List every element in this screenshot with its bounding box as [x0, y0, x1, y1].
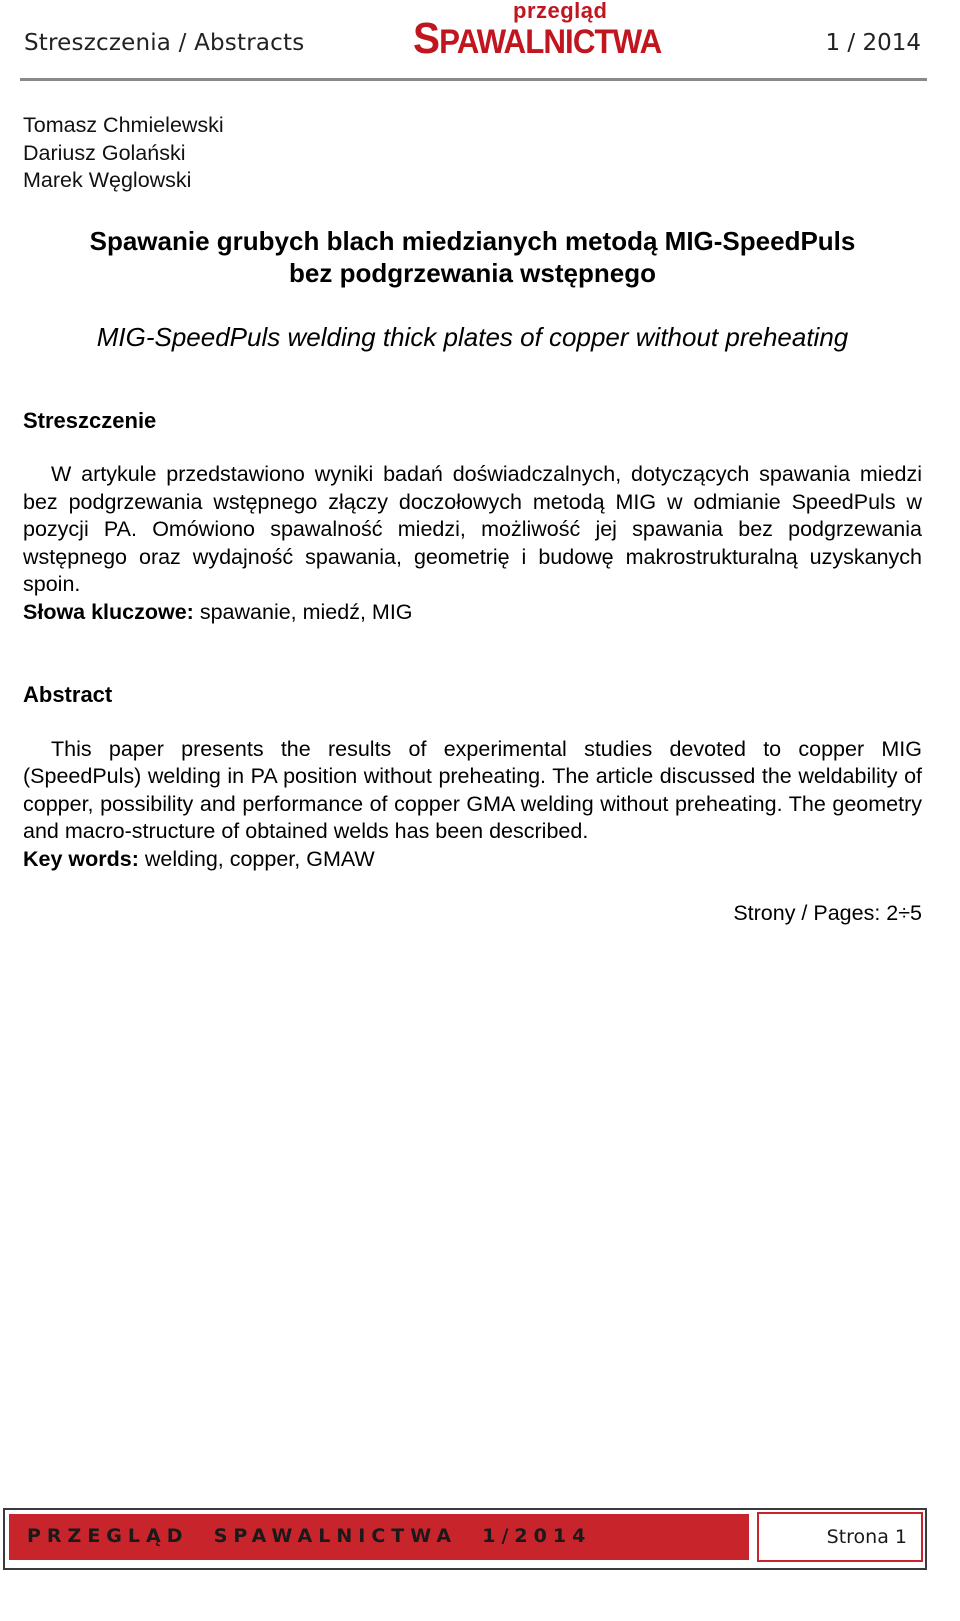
title-polish-line1: Spawanie grubych blach miedzianych metodą MIG-SpeedPuls — [89, 225, 856, 256]
logo-main-text — [413, 14, 661, 64]
abstract-keywords — [23, 846, 922, 874]
abstract-heading: Abstract — [23, 682, 113, 707]
logo-initial: S — [413, 14, 440, 63]
author: Dariusz Golański — [23, 140, 186, 165]
streszczenie-body: W artykule przedstawiono wyniki badań doświadczalnych, dotyczących spawania miedzi bez podgrzewania wstępnego złączy doczołowych metodą MIG w odmianie SpeedPuls w pozycji PA. Omówiono spawalność miedzi, możliwość jej spawania bez podgrzewania wstępnego oraz wydajność spawania, geometrię i budowę makrostrukturalną uzyskanych spoin. — [23, 462, 922, 596]
footer-journal-text: PRZEGLĄD SPAWALNICTWA 1/2014 — [27, 1525, 592, 1547]
author: Marek Węglowski — [23, 168, 192, 192]
title-english: MIG-SpeedPuls welding thick plates of copper without preheating — [96, 321, 849, 352]
header-issue: 1 / 2014 — [825, 30, 921, 56]
abstract-body: This paper presents the results of experimental studies devoted to copper MIG (SpeedPuls) welding in PA position without preheating. The article discussed the weldability of copper, possibility and performance of copper GMA welding without preheating. The geometry and macro-structure of obtained welds has been described. — [23, 736, 922, 843]
article-content — [23, 112, 922, 928]
logo-top-text: przegląd — [513, 0, 608, 23]
page-range: Strony / Pages: 2÷5 — [733, 901, 922, 925]
streszczenie-keywords — [23, 599, 922, 627]
keywords-label: Słowa kluczowe: — [23, 599, 194, 624]
journal-logo — [413, 0, 662, 63]
author-list — [23, 112, 922, 195]
streszczenie-heading: Streszczenie — [23, 407, 157, 433]
keywords-label: Key words: — [23, 846, 139, 871]
footer-page-box — [757, 1512, 923, 1562]
footer-journal-banner — [7, 1512, 751, 1562]
header-section-label: Streszczenia / Abstracts — [24, 30, 305, 56]
title-polish-line2: bez podgrzewania wstępnego — [289, 257, 656, 288]
keywords-value: spawanie, miedź, MIG — [193, 599, 413, 624]
footer-page-number: Strona 1 — [826, 1526, 907, 1548]
header-divider — [20, 78, 927, 81]
author: Tomasz Chmielewski — [23, 113, 224, 137]
title-polish — [23, 225, 922, 289]
page-footer — [3, 1508, 927, 1570]
page-header — [20, 0, 927, 82]
logo-rest: PAWALNICTWA — [439, 23, 662, 61]
keywords-value: welding, copper, GMAW — [138, 846, 375, 871]
